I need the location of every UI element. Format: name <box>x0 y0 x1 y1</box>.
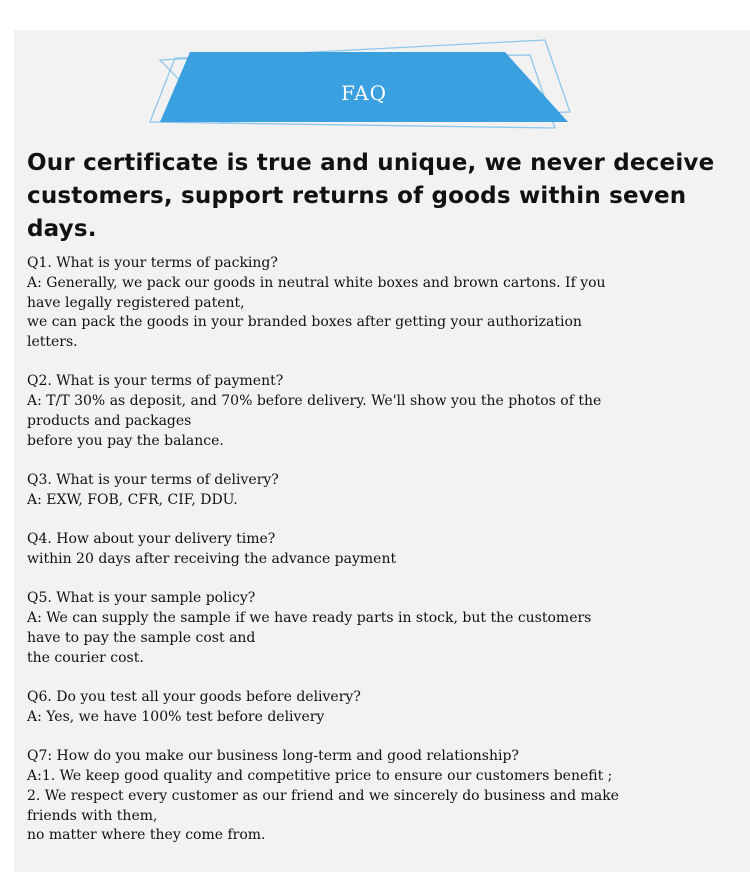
faq-question: Q2. What is your terms of payment? <box>27 373 284 390</box>
faq-answer-line: the courier cost. <box>27 649 144 666</box>
faq-question: Q5. What is your sample policy? <box>27 590 256 607</box>
faq-item-q2 <box>27 372 742 451</box>
faq-item-q4 <box>27 530 742 570</box>
faq-answer-line: A: Generally, we pack our goods in neutral white boxes and brown cartons. If you <box>27 274 606 291</box>
faq-answer-line: A: EXW, FOB, CFR, CIF, DDU. <box>27 491 238 508</box>
faq-answer-line: letters. <box>27 334 78 351</box>
faq-item-q5 <box>27 589 742 668</box>
faq-answer-line: products and packages <box>27 413 192 430</box>
faq-item-q6 <box>27 688 742 728</box>
faq-question: Q6. Do you test all your goods before delivery? <box>27 689 361 706</box>
faq-answer-line: no matter where they come from. <box>27 827 266 844</box>
faq-answer-line: we can pack the goods in your branded boxes after getting your authorization <box>27 314 582 331</box>
faq-banner-graphic <box>0 0 750 140</box>
faq-question: Q3. What is your terms of delivery? <box>27 472 279 489</box>
headline-line: Our certificate is true and unique, we never deceive <box>27 150 715 176</box>
faq-answer-line: A: T/T 30% as deposit, and 70% before delivery. We'll show you the photos of the <box>27 393 602 410</box>
faq-question: Q1. What is your terms of packing? <box>27 255 278 271</box>
faq-answer-line: have legally registered patent, <box>27 294 245 311</box>
faq-item-q7 <box>27 747 742 846</box>
faq-list <box>27 254 742 866</box>
faq-answer-line: within 20 days after receiving the advance payment <box>27 551 397 568</box>
faq-item-q1 <box>27 254 742 353</box>
faq-question: Q4. How about your delivery time? <box>27 531 276 548</box>
headline-line: days. <box>27 216 97 242</box>
faq-item-q3 <box>27 471 742 511</box>
faq-answer-line: A: We can supply the sample if we have ready parts in stock, but the customers <box>27 610 592 627</box>
faq-answer-line: before you pay the balance. <box>27 432 224 449</box>
faq-answer-line: A:1. We keep good quality and competitive price to ensure our customers benefit ; <box>27 767 613 784</box>
faq-answer-line: 2. We respect every customer as our friend and we sincerely do business and make <box>27 787 619 804</box>
faq-title: FAQ <box>341 81 387 105</box>
faq-answer-line: A: Yes, we have 100% test before delivery <box>27 708 325 725</box>
headline-line: customers, support returns of goods within seven <box>27 183 687 209</box>
headline <box>27 147 727 246</box>
faq-answer-line: have to pay the sample cost and <box>27 629 256 646</box>
faq-question: Q7: How do you make our business long-term and good relationship? <box>27 748 519 765</box>
faq-answer-line: friends with them, <box>27 807 158 824</box>
